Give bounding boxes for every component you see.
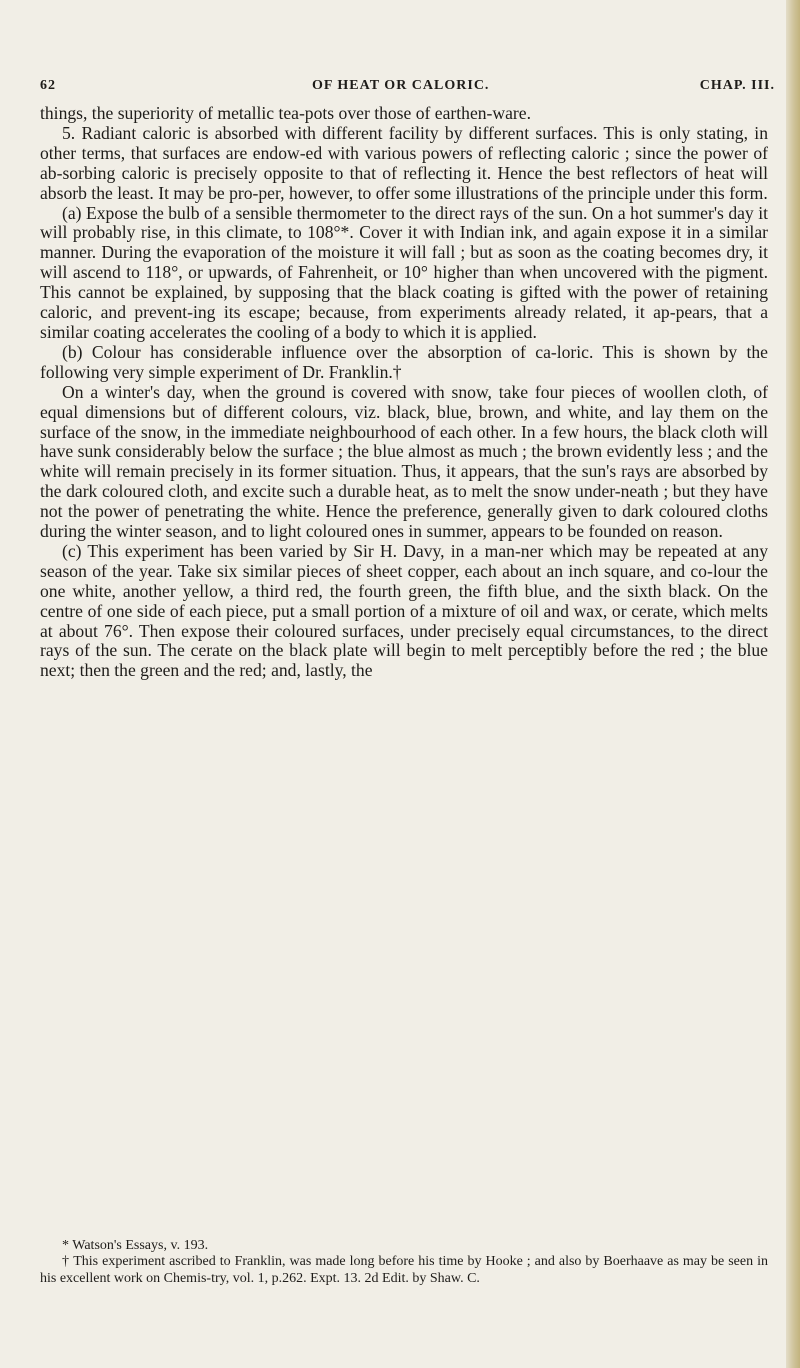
paragraph-experiment-b: (b) Colour has considerable influence over the absorption of ca-loric. This is shown by the following very simple experiment of Dr. Franklin.† [40, 341, 768, 382]
running-title: OF HEAT OR CALORIC. [312, 78, 490, 93]
body-text [40, 104, 768, 681]
page-edge [786, 0, 800, 1368]
running-header [40, 76, 775, 100]
page-number: 62 [40, 78, 56, 93]
paragraph-experiment-c: (c) This experiment has been varied by Sir H. Davy, in a man-ner which may be repeated at any season of the year. Take six similar pieces of sheet copper, each about an inch square, and co-lour the one white, another yellow, a third red, the fourth green, the fifth blue, and the sixth black. On the centre of one side of each piece, put a small portion of a mixture of oil and wax, or cerate, which melts at about 76°. Then expose their coloured surfaces, under precisely equal circumstances, to the direct rays of the sun. The cerate on the black plate will begin to melt perceptibly before the red ; the blue next; then the green and the red; and, lastly, the [40, 540, 768, 681]
footnotes [40, 1238, 768, 1287]
paragraph-section-5: 5. Radiant caloric is absorbed with different facility by different surfaces. This is only stating, in other terms, that surfaces are endow-ed with various powers of reflecting caloric ; since the power of ab-sorbing caloric is precisely opposite to that of reflecting it. Hence the best reflectors of heat will absorb the least. It may be pro-per, however, to offer some illustrations of the principle under this form. [40, 122, 768, 203]
chapter-label: CHAP. III. [699, 78, 775, 93]
paragraph-experiment-a: (a) Expose the bulb of a sensible thermometer to the direct rays of the sun. On a hot summer's day it will probably rise, in this climate, to 108°*. Cover it with Indian ink, and again expose it in a similar manner. During the evaporation of the moisture it will fall ; but as soon as the coating becomes dry, it will ascend to 118°, or upwards, of Fahrenheit, or 10° higher than when uncovered with the pigment. This cannot be explained, by supposing that the black coating is gifted with the power of retaining caloric, and prevent-ing its escape; because, from experiments already related, it ap-pears, that a similar coating accelerates the cooling of a body to which it is applied. [40, 202, 768, 342]
paragraph-franklin-experiment: On a winter's day, when the ground is covered with snow, take four pieces of woollen cloth, of equal dimensions but of different colours, viz. black, blue, brown, and white, and lay them on the surface of the snow, in the immediate neighbourhood of each other. In a few hours, the black cloth will have sunk considerably below the surface ; the blue almost as much ; the brown evidently less ; and the white will remain precisely in its former situation. Thus, it appears, that the sun's rays are absorbed by the dark coloured cloth, and excite such a durable heat, as to melt the snow under-neath ; but they have not the power of penetrating the white. Hence the preference, generally given to dark coloured cloths during the winter season, and to light coloured ones in summer, appears to be founded on reason. [40, 381, 768, 542]
footnote-1: * Watson's Essays, v. 193. [62, 1238, 209, 1253]
footnote-2: † This experiment ascribed to Franklin, was made long before his time by Hooke ; and also by Boerhaave as may be seen in his excellent work on Chemis-try, vol. 1, p.262. Expt. 13. 2d Edit. by Shaw. C. [40, 1254, 768, 1286]
paragraph-continuation: things, the superiority of metallic tea-pots over those of earthen-ware. [40, 103, 531, 123]
